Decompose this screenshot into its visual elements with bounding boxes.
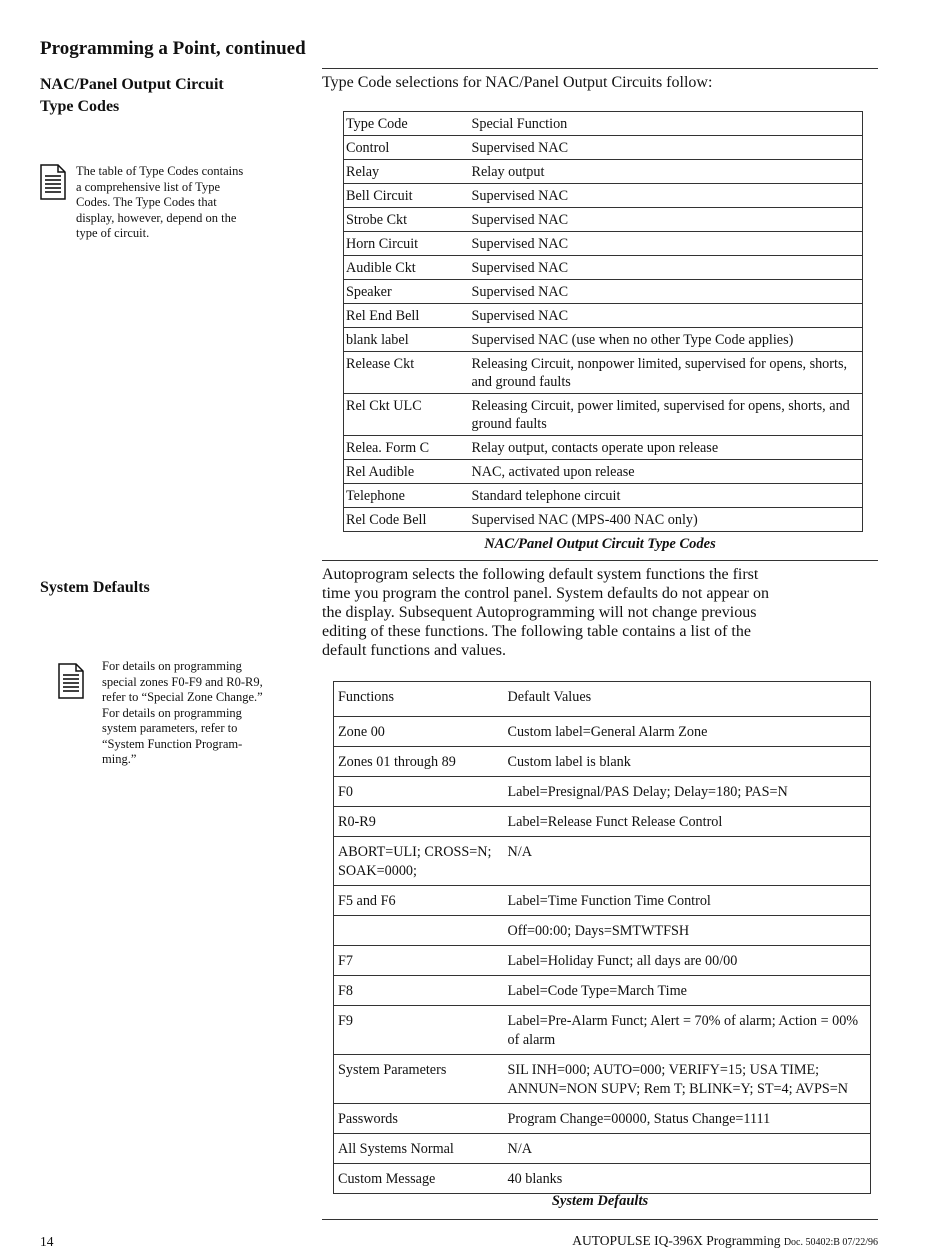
system-defaults-table <box>333 681 871 1194</box>
header-rule <box>322 68 878 69</box>
table-row <box>334 717 871 747</box>
note-line: Codes. The Type Codes that <box>76 195 217 209</box>
type-codes-intro: Type Code selections for NAC/Panel Output Circuits follow: <box>322 74 713 91</box>
table-cell-key: Passwords <box>334 1104 504 1134</box>
type-codes-table <box>343 111 863 532</box>
table-cell-key: Telephone <box>344 484 470 508</box>
table-cell-key: F7 <box>334 946 504 976</box>
table-row <box>344 394 863 436</box>
table-row <box>344 208 863 232</box>
table-cell-value: Supervised NAC <box>470 184 863 208</box>
note-line: For details on programming <box>102 705 242 720</box>
table-cell-key: All Systems Normal <box>334 1134 504 1164</box>
table-header-row <box>334 682 871 717</box>
table-cell-key: blank label <box>344 328 470 352</box>
note-line: type of circuit. <box>76 226 150 240</box>
table-cell-value: Releasing Circuit, power limited, supervised for opens, shorts, and ground faults <box>470 394 863 436</box>
table-cell-value: Releasing Circuit, nonpower limited, supervised for opens, shorts, and ground faults <box>470 352 863 394</box>
note-line: display, however, depend on the <box>76 210 237 225</box>
paragraph-line: Autoprogram selects the following default system functions the first <box>322 566 759 583</box>
table-cell-key: Speaker <box>344 280 470 304</box>
table-row <box>344 184 863 208</box>
table-row <box>334 916 871 946</box>
section-heading-line: NAC/Panel Output Circuit <box>40 76 224 93</box>
column-header: Functions <box>334 682 504 717</box>
table-cell-key: Relea. Form C <box>344 436 470 460</box>
table-cell-value: Standard telephone circuit <box>470 484 863 508</box>
column-header: Special Function <box>470 112 863 136</box>
table-cell-value: Custom label=General Alarm Zone <box>504 717 871 747</box>
table-row <box>334 747 871 777</box>
table-cell-value: Supervised NAC <box>470 256 863 280</box>
system-defaults-paragraph <box>322 565 878 660</box>
table-cell-value: Supervised NAC <box>470 136 863 160</box>
table-cell-key <box>334 916 504 946</box>
table-cell-value: Supervised NAC <box>470 232 863 256</box>
table-row <box>334 1006 871 1055</box>
table-cell-key: F8 <box>334 976 504 1006</box>
table-cell-key: ABORT=ULI; CROSS=N; SOAK=0000; <box>334 837 504 886</box>
table-cell-value: Relay output <box>470 160 863 184</box>
document-note-icon <box>58 663 84 697</box>
table-cell-value: Label=Code Type=March Time <box>504 976 871 1006</box>
note-line: The table of Type Codes contains <box>76 164 244 178</box>
table-cell-key: Horn Circuit <box>344 232 470 256</box>
table-cell-key: Custom Message <box>334 1164 504 1194</box>
note-line: For details on programming <box>102 659 242 673</box>
table-cell-value: Custom label is blank <box>504 747 871 777</box>
table-row <box>344 328 863 352</box>
table-cell-key: F5 and F6 <box>334 886 504 916</box>
table-cell-value: Label=Release Funct Release Control <box>504 807 871 837</box>
table-cell-value: SIL INH=000; AUTO=000; VERIFY=15; USA TIME; ANNUN=NON SUPV; Rem T; BLINK=Y; ST=4; AVPS=N <box>504 1055 871 1104</box>
table-cell-key: Release Ckt <box>344 352 470 394</box>
table-cell-key: Rel Code Bell <box>344 508 470 532</box>
page-title: Programming a Point, continued <box>40 38 306 59</box>
table-row <box>334 807 871 837</box>
table-cell-value: Label=Holiday Funct; all days are 00/00 <box>504 946 871 976</box>
table-cell-value: Supervised NAC <box>470 208 863 232</box>
table-cell-value: Relay output, contacts operate upon release <box>470 436 863 460</box>
table-cell-value: Supervised NAC <box>470 280 863 304</box>
table-row <box>334 777 871 807</box>
section-heading-type-codes <box>40 74 224 118</box>
document-note-icon <box>40 164 66 198</box>
footer-rule <box>322 1219 878 1220</box>
table-cell-value: Supervised NAC (use when no other Type Code applies) <box>470 328 863 352</box>
table-cell-key: Zones 01 through 89 <box>334 747 504 777</box>
table-cell-value: N/A <box>504 837 871 886</box>
table-header-row <box>344 112 863 136</box>
paragraph-line: the display. Subsequent Autoprogramming will not change previous <box>322 604 757 621</box>
table-row <box>334 837 871 886</box>
column-header: Default Values <box>504 682 871 717</box>
table-cell-key: F9 <box>334 1006 504 1055</box>
table-row <box>344 304 863 328</box>
table-row <box>334 976 871 1006</box>
note-line: ming.” <box>102 752 137 766</box>
table-row <box>344 256 863 280</box>
note-line: refer to “Special Zone Change.” <box>102 690 263 704</box>
table-cell-key: Zone 00 <box>334 717 504 747</box>
table-cell-key: F0 <box>334 777 504 807</box>
column-header: Type Code <box>344 112 470 136</box>
note-line: “System Function Program- <box>102 736 243 751</box>
table-cell-value: Label=Pre-Alarm Funct; Alert = 70% of alarm; Action = 00% of alarm <box>504 1006 871 1055</box>
table-cell-value: N/A <box>504 1134 871 1164</box>
table-cell-value: Program Change=00000, Status Change=1111 <box>504 1104 871 1134</box>
table-cell-key: Rel End Bell <box>344 304 470 328</box>
table-cell-value: Supervised NAC (MPS-400 NAC only) <box>470 508 863 532</box>
table-cell-key: Control <box>344 136 470 160</box>
table-row <box>344 160 863 184</box>
table-row <box>344 232 863 256</box>
footer-title-block <box>572 1233 878 1249</box>
system-defaults-caption: System Defaults <box>551 1193 649 1209</box>
table-cell-key: R0-R9 <box>334 807 504 837</box>
type-codes-caption: NAC/Panel Output Circuit Type Codes <box>484 536 716 552</box>
table-row <box>334 946 871 976</box>
table-cell-value: Off=00:00; Days=SMTWTFSH <box>504 916 871 946</box>
table-cell-value: Supervised NAC <box>470 304 863 328</box>
table-row <box>344 436 863 460</box>
table-row <box>344 460 863 484</box>
table-row <box>344 352 863 394</box>
table-cell-key: Rel Audible <box>344 460 470 484</box>
note-line: a comprehensive list of Type <box>76 179 220 194</box>
table-cell-key: Relay <box>344 160 470 184</box>
table-row <box>334 1164 871 1194</box>
table-cell-key: Strobe Ckt <box>344 208 470 232</box>
system-defaults-note <box>102 659 263 768</box>
page-number: 14 <box>40 1234 54 1249</box>
type-codes-note <box>76 164 243 242</box>
section-heading-line: Type Codes <box>40 98 120 115</box>
table-row <box>334 1134 871 1164</box>
table-cell-value: Label=Presignal/PAS Delay; Delay=180; PAS=N <box>504 777 871 807</box>
table-row <box>344 280 863 304</box>
paragraph-line: default functions and values. <box>322 642 506 659</box>
note-line: special zones F0-F9 and R0-R9, <box>102 674 263 689</box>
table-cell-key: Rel Ckt ULC <box>344 394 470 436</box>
table-row <box>344 136 863 160</box>
footer-doc-id: Doc. 50402:B 07/22/96 <box>783 1237 878 1248</box>
paragraph-line: editing of these functions. The following table contains a list of the <box>322 623 751 640</box>
table-cell-key: System Parameters <box>334 1055 504 1104</box>
table-row <box>344 484 863 508</box>
note-line: system parameters, refer to <box>102 721 238 735</box>
section-divider <box>322 560 878 561</box>
table-row <box>344 508 863 532</box>
table-cell-value: 40 blanks <box>504 1164 871 1194</box>
table-row <box>334 1104 871 1134</box>
footer-title: AUTOPULSE IQ-396X Programming <box>572 1233 781 1248</box>
table-cell-key: Audible Ckt <box>344 256 470 280</box>
table-row <box>334 886 871 916</box>
section-heading-system-defaults: System Defaults <box>40 579 150 596</box>
table-cell-value: Label=Time Function Time Control <box>504 886 871 916</box>
paragraph-line: time you program the control panel. System defaults do not appear on <box>322 585 769 602</box>
table-cell-value: NAC, activated upon release <box>470 460 863 484</box>
table-cell-key: Bell Circuit <box>344 184 470 208</box>
table-row <box>334 1055 871 1104</box>
